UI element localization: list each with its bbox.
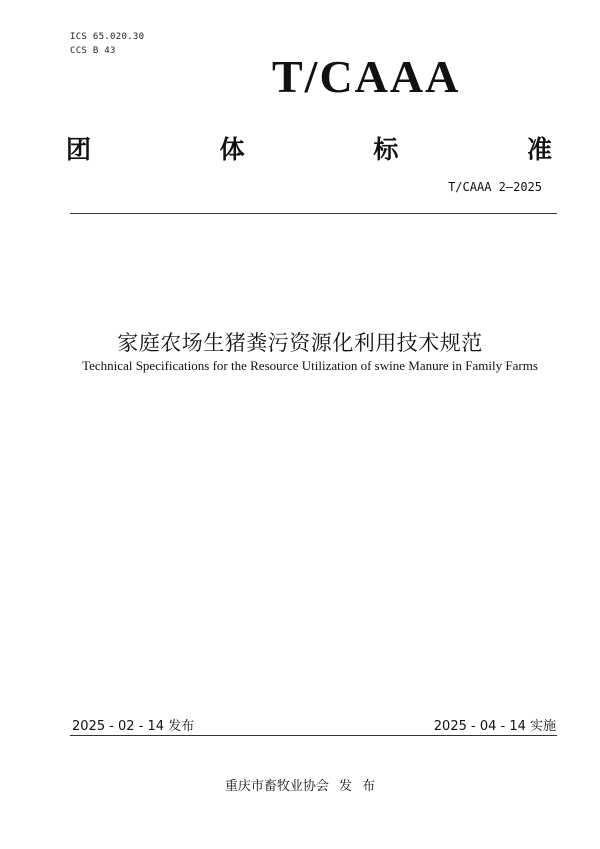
ics-code: ICS 65.020.30 (70, 32, 145, 42)
standard-logo: T/CAAA (272, 51, 461, 102)
issue-date: 2025 - 02 - 14 发布 (72, 719, 195, 734)
standard-type-char: 团 (66, 135, 92, 164)
standard-type-heading (66, 130, 552, 166)
standard-type-char: 标 (373, 135, 399, 164)
title-english: Technical Specifications for the Resource Utilization of swine Manure in Family Farms (82, 358, 538, 373)
ccs-code: CCS B 43 (70, 46, 116, 56)
top-divider (70, 213, 557, 214)
standard-type-char: 准 (526, 135, 552, 164)
bottom-divider (70, 735, 557, 736)
implementation-date: 2025 - 04 - 14 实施 (433, 719, 556, 734)
standard-type-char: 体 (219, 135, 245, 164)
standard-number: T/CAAA 2—2025 (448, 180, 542, 194)
title-chinese: 家庭农场生猪粪污资源化利用技术规范 (117, 331, 483, 355)
publisher: 重庆市畜牧业协会 发 布 (224, 779, 376, 794)
